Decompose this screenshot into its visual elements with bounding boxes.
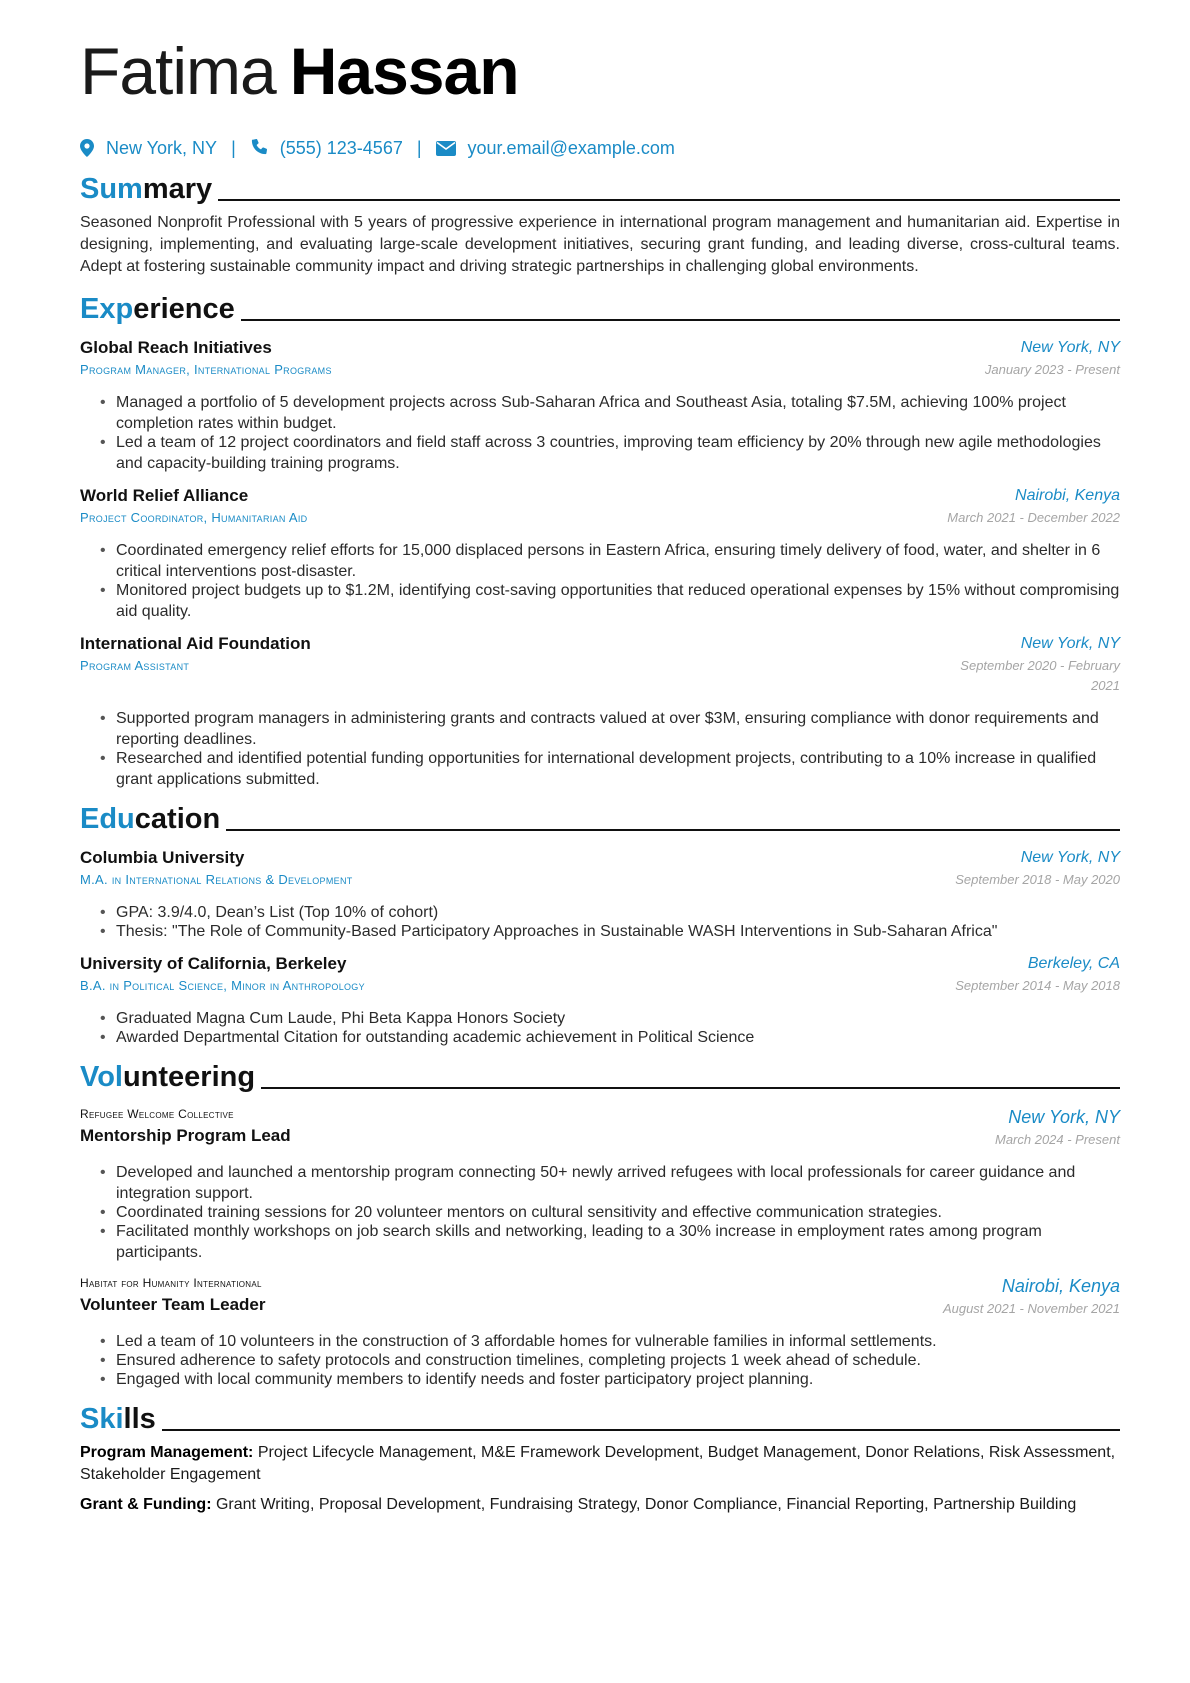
bullet-item: • Developed and launched a mentorship program connecting 50+ newly arrived refugees with local professionals for career guidance and integration support.: [116, 1162, 1120, 1204]
entry-date: March 2021 - December 2022: [947, 510, 1120, 525]
entry-date: September 2014 - May 2018: [955, 978, 1120, 993]
skills-heading: [80, 1398, 1120, 1434]
section-rule: [226, 829, 1120, 831]
job-title: Program Assistant: [80, 658, 190, 673]
entry-date: January 2023 - Present: [984, 362, 1120, 377]
bullet-item: • Led a team of 10 volunteers in the construction of 3 affordable homes for vulnerable families in informal settlements.: [116, 1331, 1120, 1352]
institution-name: University of California, Berkeley: [80, 954, 347, 973]
entry-date: September 2018 - May 2020: [955, 872, 1120, 887]
bullet-item: • Thesis: "The Role of Community-Based Participatory Approaches in Sustainable WASH Interventions in Sub-Saharan Africa": [116, 921, 1120, 942]
bullet-item: • Managed a portfolio of 5 development projects across Sub-Saharan Africa and Southeast Asia, totaling $7.5M, achieving 100% project completion rates within budget.: [116, 392, 1120, 434]
entry-date: September 2020 - February 2021: [960, 658, 1120, 693]
section-rule: [218, 199, 1120, 201]
organization-name: World Relief Alliance: [80, 486, 249, 505]
experience-entry: [80, 336, 1120, 474]
contact-separator: |: [416, 137, 422, 158]
bullet-list: [80, 902, 1120, 942]
job-title: Project Coordinator, Humanitarian Aid: [80, 510, 308, 525]
organization-name: International Aid Foundation: [80, 634, 311, 653]
map-marker-icon: [80, 139, 94, 157]
skill-values: Project Lifecycle Management, M&E Framework Development, Budget Management, Donor Relations, Risk Assessment, Stakeholder Engagement: [80, 1444, 1116, 1483]
education-entry: [80, 952, 1120, 1048]
experience-entry: [80, 632, 1120, 790]
entry-date: March 2024 - Present: [994, 1132, 1120, 1147]
bullet-item: • Facilitated monthly workshops on job search skills and networking, leading to a 30% increase in employment rates among program participants.: [116, 1221, 1120, 1263]
entry-date: August 2021 - November 2021: [942, 1301, 1120, 1316]
skill-line: [80, 1494, 1120, 1516]
skill-category: Program Management:: [80, 1444, 254, 1461]
bullet-list: [80, 1008, 1120, 1048]
entry-location: New York, NY: [1020, 849, 1120, 866]
section-rule: [261, 1087, 1120, 1089]
bullet-item: • Coordinated training sessions for 20 volunteer mentors on cultural sensitivity and effective communication strategies.: [116, 1202, 1120, 1223]
section-title: Summary: [80, 173, 213, 205]
bullet-item: • Led a team of 12 project coordinators and field staff across 3 countries, improving team efficiency by 20% through new agile methodologies and capacity-building training programs.: [116, 432, 1120, 474]
entry-location: Berkeley, CA: [1027, 955, 1120, 972]
skill-values: Grant Writing, Proposal Development, Fundraising Strategy, Donor Compliance, Financial Reporting, Partnership Building: [215, 1496, 1077, 1513]
degree-title: B.A. in Political Science, Minor in Anthropology: [80, 978, 365, 993]
contact-email[interactable]: [436, 138, 675, 159]
entry-location: New York, NY: [1020, 635, 1120, 652]
institution-name: Columbia University: [80, 848, 245, 867]
bullet-list: [80, 1331, 1120, 1390]
phone-icon: [250, 139, 268, 157]
bullet-item: • Awarded Departmental Citation for outstanding academic achievement in Political Science: [116, 1027, 1120, 1048]
education-heading: [80, 798, 1120, 834]
phone-text: (555) 123-4567: [279, 137, 403, 158]
entry-location: New York, NY: [1008, 1107, 1120, 1127]
bullet-item: • Ensured adherence to safety protocols and construction timelines, completing projects 1 week ahead of schedule.: [116, 1350, 1120, 1371]
job-title: Program Manager, International Programs: [80, 362, 332, 377]
organization-name: Global Reach Initiatives: [80, 338, 272, 357]
email-text: your.email@example.com: [467, 137, 675, 158]
bullet-list: [80, 540, 1120, 622]
experience-heading: [80, 288, 1120, 324]
first-name: Fatima: [80, 34, 276, 108]
envelope-icon: [436, 141, 456, 156]
bullet-item: • Supported program managers in administering grants and contracts valued at over $3M, ensuring compliance with donor requirements and reporting deadlines.: [116, 708, 1120, 750]
bullet-list: [80, 1162, 1120, 1263]
contact-separator: |: [231, 137, 236, 158]
entry-location: New York, NY: [1020, 339, 1120, 356]
volunteering-heading: [80, 1056, 1120, 1092]
bullet-item: • Coordinated emergency relief efforts for 15,000 displaced persons in Eastern Africa, ensuring timely delivery of food, water, and shelter in 6 critical interventions post-disaster.: [116, 540, 1120, 582]
bullet-item: • Graduated Magna Cum Laude, Phi Beta Kappa Honors Society: [116, 1008, 1120, 1029]
bullet-list: [80, 392, 1120, 474]
entry-location: Nairobi, Kenya: [1001, 1276, 1120, 1296]
section-rule: [241, 319, 1120, 321]
experience-entry: [80, 484, 1120, 622]
organization-name: Habitat for Humanity International: [80, 1276, 262, 1290]
section-title: Experience: [80, 293, 235, 325]
degree-title: M.A. in International Relations & Development: [80, 872, 353, 887]
candidate-name: [80, 34, 1120, 118]
summary-heading: [80, 168, 1120, 204]
bullet-item: • GPA: 3.9/4.0, Dean’s List (Top 10% of cohort): [116, 902, 1120, 923]
entry-location: Nairobi, Kenya: [1015, 487, 1120, 504]
bullet-item: • Monitored project budgets up to $1.2M, identifying cost-saving opportunities that reduced operational expenses by 15% without compromising aid quality.: [116, 580, 1120, 622]
volunteer-role: Volunteer Team Leader: [80, 1295, 266, 1314]
skill-line: [80, 1442, 1120, 1486]
bullet-list: [80, 708, 1120, 790]
contact-location: [80, 138, 217, 159]
bullet-item: • Engaged with local community members to identify needs and foster participatory project planning.: [116, 1369, 1120, 1390]
resume-page: [80, 34, 1120, 1516]
volunteering-entry: [80, 1273, 1120, 1390]
section-title: Skills: [80, 1403, 156, 1435]
education-entry: [80, 846, 1120, 942]
contact-phone[interactable]: [250, 138, 403, 159]
location-text: New York, NY: [106, 137, 218, 158]
volunteer-role: Mentorship Program Lead: [80, 1126, 291, 1145]
section-title: Volunteering: [80, 1061, 256, 1093]
contact-bar: [80, 134, 1120, 162]
summary-text: Seasoned Nonprofit Professional with 5 years of progressive experience in international program management and humanitarian aid. Expertise in designing, implementing, and evaluating large-scale development initiatives, securing grant funding, and leading diverse, cross-cultural teams. Adept at fostering sustainable community impact and driving strategic partnerships in challenging global environments.: [80, 214, 1120, 275]
last-name: Hassan: [289, 34, 519, 108]
volunteering-entry: [80, 1104, 1120, 1263]
organization-name: Refugee Welcome Collective: [80, 1107, 234, 1121]
skill-category: Grant & Funding:: [80, 1496, 212, 1513]
section-title: Education: [80, 803, 221, 835]
section-rule: [162, 1429, 1120, 1431]
bullet-item: • Researched and identified potential funding opportunities for international development projects, contributing to a 10% increase in qualified grant applications submitted.: [116, 748, 1120, 790]
